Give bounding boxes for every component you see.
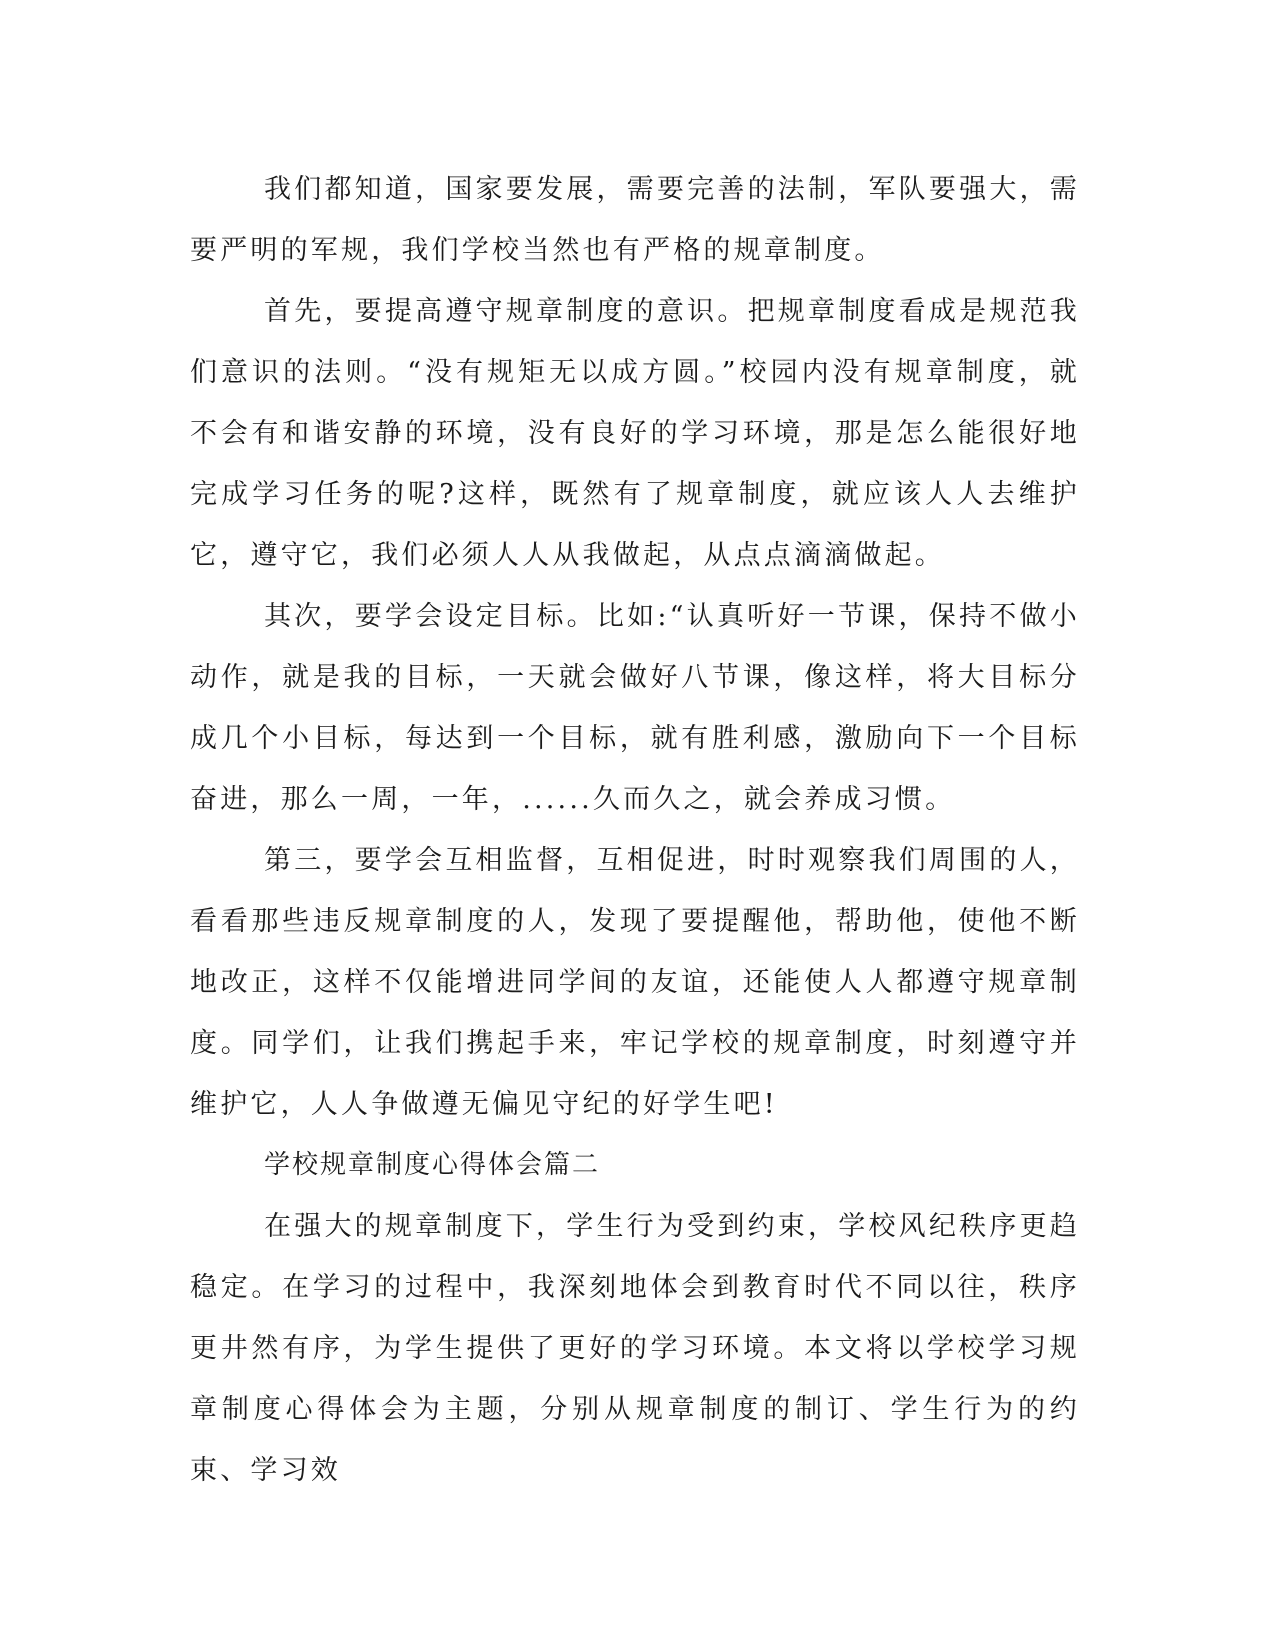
paragraph-4: 第三，要学会互相监督，互相促进，时时观察我们周围的人，看看那些违反规章制度的人，发现了要提醒他，帮助他，使他不断地改正，这样不仅能增进同学间的友谊，还能使人人都遵守规章制度。同学们，让我们携起手来，牢记学校的规章制度，时刻遵守并维护它，人人争做遵无偏见守纪的好学生吧! (190, 845, 1080, 1120)
paragraph-2: 首先，要提高遵守规章制度的意识。把规章制度看成是规范我们意识的法则。“没有规矩无以成方圆。”校园内没有规章制度，就不会有和谐安静的环境，没有良好的学习环境，那是怎么能很好地完成学习任务的呢?这样，既然有了规章制度，就应该人人去维护它，遵守它，我们必须人人从我做起，从点点滴滴做起。 (190, 296, 1080, 571)
paragraph-1: 我们都知道，国家要发展，需要完善的法制，军队要强大，需要严明的军规，我们学校当然也有严格的规章制度。 (190, 174, 1080, 266)
document-body (190, 159, 1080, 1501)
paragraph-3: 其次，要学会设定目标。比如:“认真听好一节课，保持不做小动作，就是我的目标，一天就会做好八节课，像这样，将大目标分成几个小目标，每达到一个目标，就有胜利感，激励向下一个目标奋进，那么一周，一年，......久而久之，就会养成习惯。 (190, 601, 1080, 815)
section-paragraph: 在强大的规章制度下，学生行为受到约束，学校风纪秩序更趋稳定。在学习的过程中，我深刻地体会到教育时代不同以往，秩序更井然有序，为学生提供了更好的学习环境。本文将以学校学习规章制度心得体会为主题，分别从规章制度的制订、学生行为的约束、学习效 (190, 1211, 1080, 1486)
section-title: 学校规章制度心得体会篇二 (264, 1150, 601, 1180)
